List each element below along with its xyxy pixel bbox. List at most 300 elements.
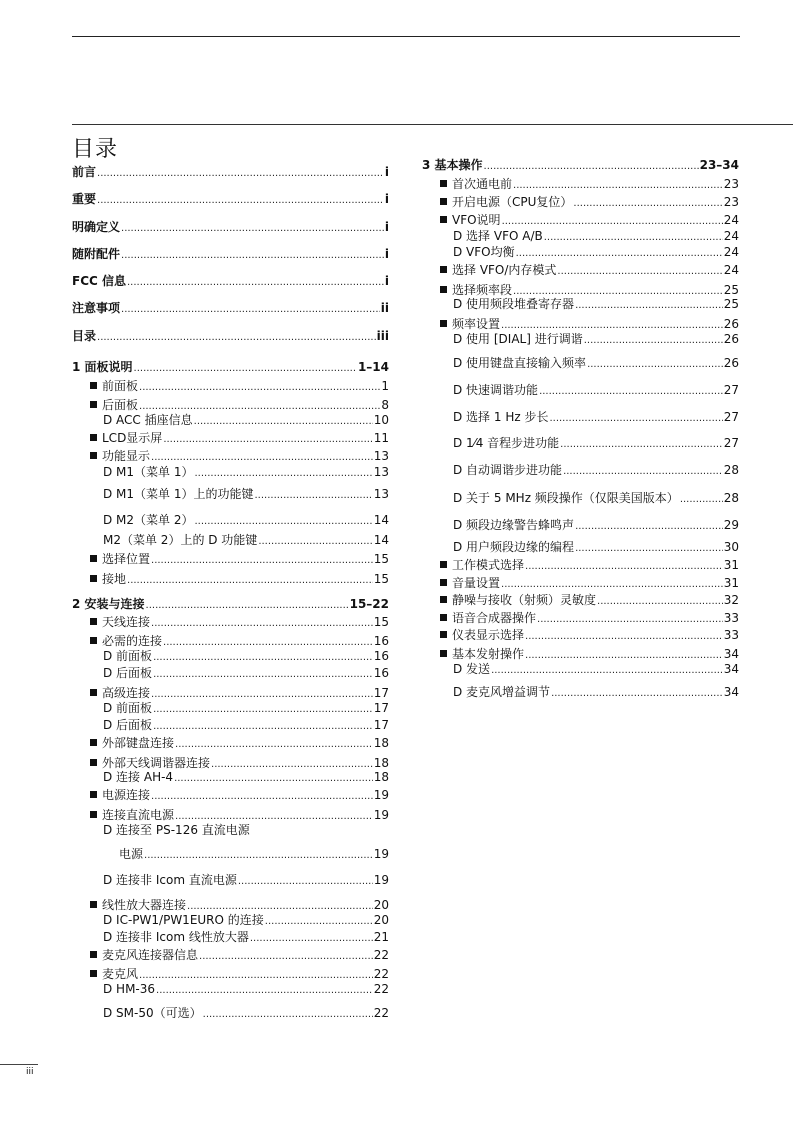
toc-entry-page: 17 bbox=[373, 718, 389, 732]
toc-entry-label: 必需的连接 bbox=[90, 635, 162, 647]
toc-entry-page: 34 bbox=[723, 662, 739, 676]
leader-dots bbox=[525, 651, 723, 661]
toc-entry-label: 后面板 bbox=[90, 399, 138, 411]
leader-dots bbox=[199, 952, 373, 962]
square-bullet-icon bbox=[440, 614, 447, 621]
toc-entry-label: D 选择 1 Hz 步长 bbox=[453, 410, 549, 424]
toc-entry-label: FCC 信息 bbox=[72, 274, 126, 288]
toc-entry[interactable] bbox=[453, 437, 739, 450]
toc-entry-label: 选择位置 bbox=[90, 553, 150, 565]
toc-entry-page: 18 bbox=[373, 736, 389, 750]
square-bullet-icon bbox=[90, 575, 97, 582]
toc-entry-label: 电源 bbox=[119, 847, 144, 861]
leader-dots bbox=[195, 469, 373, 479]
toc-entry[interactable] bbox=[90, 899, 389, 912]
toc-entry-label: D IC-PW1/PW1EURO 的连接 bbox=[103, 913, 264, 927]
toc-entry-page: 24 bbox=[723, 245, 739, 259]
toc-entry-label: D 连接非 Icom 直流电源 bbox=[103, 873, 237, 887]
leader-dots bbox=[516, 249, 723, 259]
toc-entry[interactable] bbox=[103, 824, 389, 836]
toc-entry-label: D HM-36 bbox=[103, 982, 156, 996]
leader-dots bbox=[573, 199, 722, 209]
toc-entry-label: 外部键盘连接 bbox=[90, 737, 174, 749]
square-bullet-icon bbox=[90, 434, 97, 441]
toc-entry[interactable] bbox=[90, 380, 389, 393]
square-bullet-icon bbox=[90, 811, 97, 818]
toc-entry[interactable] bbox=[103, 719, 389, 732]
toc-entry[interactable] bbox=[103, 1007, 389, 1020]
toc-entry-page: 33 bbox=[723, 611, 739, 625]
toc-entry[interactable] bbox=[103, 702, 389, 715]
toc-entry[interactable] bbox=[90, 757, 389, 770]
toc-entry-page: 32 bbox=[723, 593, 739, 607]
toc-entry-label: D 麦克风增益调节 bbox=[453, 685, 551, 699]
toc-entry-page: 22 bbox=[373, 1006, 389, 1020]
square-bullet-icon bbox=[90, 791, 97, 798]
toc-entry-page: 24 bbox=[723, 229, 739, 243]
toc-entry[interactable] bbox=[103, 667, 389, 680]
leader-dots bbox=[153, 670, 373, 680]
square-bullet-icon bbox=[440, 631, 447, 638]
toc-entry-label: D 关于 5 MHz 频段操作（仅限美国版本） bbox=[453, 491, 679, 505]
leader-dots bbox=[139, 383, 380, 393]
toc-entry-page: 22 bbox=[373, 967, 389, 981]
leader-dots bbox=[211, 760, 373, 770]
leader-dots bbox=[501, 580, 723, 590]
toc-entry-page: 11 bbox=[373, 431, 389, 445]
toc-entry-label: 音量设置 bbox=[440, 577, 500, 589]
toc-entry-label: 外部天线调谐器连接 bbox=[90, 757, 210, 769]
toc-entry[interactable] bbox=[440, 214, 739, 227]
toc-entry-page: 17 bbox=[373, 686, 389, 700]
toc-entry-label: D M2（菜单 2） bbox=[103, 513, 194, 527]
toc-entry-label: D 选择 VFO A/B bbox=[453, 229, 543, 243]
leader-dots bbox=[195, 517, 373, 527]
toc-entry[interactable] bbox=[453, 492, 739, 505]
toc-entry[interactable] bbox=[453, 357, 739, 370]
toc-entry[interactable] bbox=[103, 514, 389, 527]
toc-entry-page: 1 bbox=[381, 379, 389, 393]
toc-entry-page: 23–34 bbox=[699, 158, 739, 172]
toc-entry-page: 15 bbox=[373, 615, 389, 629]
leader-dots bbox=[255, 491, 373, 501]
toc-entry[interactable] bbox=[90, 450, 389, 463]
leader-dots bbox=[146, 601, 349, 611]
leader-dots bbox=[127, 576, 373, 586]
toc-entry-label: D 自动调谐步进功能 bbox=[453, 463, 563, 477]
leader-dots bbox=[97, 196, 384, 206]
toc-entry-label: 目录 bbox=[72, 329, 97, 343]
toc-entry[interactable] bbox=[440, 559, 739, 572]
toc-entry-page: 15 bbox=[373, 572, 389, 586]
toc-entry[interactable] bbox=[72, 330, 389, 343]
toc-entry-page: 24 bbox=[723, 263, 739, 277]
toc-entry-page: 29 bbox=[723, 518, 739, 532]
toc-entry[interactable] bbox=[453, 519, 739, 532]
leader-dots bbox=[544, 233, 723, 243]
toc-entry-page: 23 bbox=[723, 177, 739, 191]
toc-entry-label: 线性放大器连接 bbox=[90, 899, 186, 911]
toc-entry[interactable] bbox=[453, 384, 739, 397]
toc-entry-page: 30 bbox=[723, 540, 739, 554]
toc-entry-page: 31 bbox=[723, 558, 739, 572]
leader-dots bbox=[97, 169, 384, 179]
toc-entry[interactable] bbox=[103, 650, 389, 663]
leader-dots bbox=[156, 986, 373, 996]
toc-entry[interactable] bbox=[72, 361, 389, 374]
leader-dots bbox=[121, 305, 380, 315]
leader-dots bbox=[151, 453, 373, 463]
square-bullet-icon bbox=[90, 951, 97, 958]
toc-entry-label: 明确定义 bbox=[72, 220, 121, 234]
leader-dots bbox=[153, 705, 373, 715]
leader-dots bbox=[575, 301, 723, 311]
toc-entry-page: 14 bbox=[373, 533, 389, 547]
toc-entry-page: i bbox=[384, 247, 389, 261]
toc-entry[interactable] bbox=[72, 302, 389, 315]
leader-dots bbox=[551, 689, 723, 699]
leader-dots bbox=[250, 934, 373, 944]
toc-entry-label: 功能显示 bbox=[90, 450, 150, 462]
toc-entry[interactable] bbox=[422, 159, 739, 172]
toc-entry[interactable] bbox=[103, 771, 389, 784]
square-bullet-icon bbox=[90, 901, 97, 908]
leader-dots bbox=[175, 740, 373, 750]
toc-entry[interactable] bbox=[440, 178, 739, 191]
toc-entry-page: 34 bbox=[723, 647, 739, 661]
toc-entry-page: 22 bbox=[373, 982, 389, 996]
toc-entry-page: 8 bbox=[381, 398, 389, 412]
leader-dots bbox=[491, 666, 723, 676]
leader-dots bbox=[587, 360, 723, 370]
square-bullet-icon bbox=[440, 198, 447, 205]
toc-entry-page: 25 bbox=[723, 283, 739, 297]
toc-entry-label: 静噪与接收（射频）灵敏度 bbox=[440, 594, 596, 606]
toc-entry-page: 24 bbox=[723, 213, 739, 227]
toc-entry-label: D SM-50（可选） bbox=[103, 1006, 202, 1020]
square-bullet-icon bbox=[90, 970, 97, 977]
toc-entry-label: 接地 bbox=[90, 573, 126, 585]
page-number: iii bbox=[26, 1067, 34, 1077]
square-bullet-icon bbox=[90, 618, 97, 625]
toc-entry-label: D 使用键盘直接输入频率 bbox=[453, 356, 587, 370]
toc-entry-label: 高级连接 bbox=[90, 687, 150, 699]
leader-dots bbox=[127, 278, 384, 288]
leader-dots bbox=[121, 251, 384, 261]
square-bullet-icon bbox=[90, 739, 97, 746]
toc-entry[interactable] bbox=[440, 629, 739, 642]
leader-dots bbox=[153, 722, 373, 732]
page-title: 目录 bbox=[72, 137, 119, 162]
toc-entry-page: 17 bbox=[373, 701, 389, 715]
leader-dots bbox=[584, 336, 723, 346]
leader-dots bbox=[525, 562, 723, 572]
leader-dots bbox=[563, 467, 723, 477]
toc-entry[interactable] bbox=[72, 166, 389, 179]
toc-entry[interactable] bbox=[72, 275, 389, 288]
toc-entry[interactable] bbox=[453, 411, 739, 424]
leader-dots bbox=[174, 774, 373, 784]
toc-entry-page: 28 bbox=[723, 491, 739, 505]
toc-entry-label: D 使用 [DIAL] 进行调谐 bbox=[453, 332, 583, 346]
leader-dots bbox=[139, 971, 373, 981]
leader-dots bbox=[134, 364, 357, 374]
leader-dots bbox=[502, 217, 723, 227]
toc-entry[interactable] bbox=[453, 663, 739, 676]
toc-entry-page: i bbox=[384, 274, 389, 288]
toc-entry-label: D 前面板 bbox=[103, 649, 153, 663]
header-rule bbox=[72, 36, 740, 37]
toc-entry[interactable] bbox=[453, 686, 739, 699]
toc-entry-page: 18 bbox=[373, 770, 389, 784]
leader-dots bbox=[549, 414, 722, 424]
leader-dots bbox=[194, 417, 373, 427]
toc-entry-label: D 后面板 bbox=[103, 718, 153, 732]
toc-entry-label: D 1⁄4 音程步进功能 bbox=[453, 436, 560, 450]
toc-entry-label: 选择 VFO/内存模式 bbox=[440, 264, 556, 276]
toc-entry-label: 开启电源（CPU复位） bbox=[440, 196, 572, 208]
toc-entry-label: 1 面板说明 bbox=[72, 360, 133, 374]
toc-entry[interactable] bbox=[440, 196, 739, 209]
toc-entry-page: 16 bbox=[373, 649, 389, 663]
toc-entry[interactable] bbox=[440, 594, 739, 607]
toc-entry[interactable] bbox=[103, 466, 389, 479]
leader-dots bbox=[539, 387, 723, 397]
leader-dots bbox=[525, 632, 723, 642]
toc-entry-page: 19 bbox=[373, 808, 389, 822]
toc-entry-label: D 后面板 bbox=[103, 666, 153, 680]
toc-entry[interactable] bbox=[453, 298, 739, 311]
square-bullet-icon bbox=[90, 452, 97, 459]
toc-entry-page: 1–14 bbox=[357, 360, 389, 374]
toc-entry[interactable] bbox=[440, 318, 739, 331]
square-bullet-icon bbox=[440, 596, 447, 603]
toc-entry-page: 14 bbox=[373, 513, 389, 527]
toc-entry[interactable] bbox=[72, 598, 389, 611]
leader-dots bbox=[151, 690, 373, 700]
toc-entry-label: 2 安装与连接 bbox=[72, 597, 145, 611]
toc-entry[interactable] bbox=[72, 221, 389, 234]
leader-dots bbox=[139, 402, 380, 412]
toc-entry-label: D M1（菜单 1）上的功能键 bbox=[103, 487, 254, 501]
toc-entry-page: 26 bbox=[723, 317, 739, 331]
toc-entry[interactable] bbox=[119, 848, 389, 861]
toc-entry[interactable] bbox=[453, 246, 739, 259]
toc-entry-label: D 快速调谐功能 bbox=[453, 383, 539, 397]
toc-entry[interactable] bbox=[72, 193, 389, 206]
toc-entry-label: 选择频率段 bbox=[440, 284, 512, 296]
toc-entry-label: 随附配件 bbox=[72, 247, 121, 261]
toc-entry[interactable] bbox=[103, 983, 389, 996]
square-bullet-icon bbox=[440, 266, 447, 273]
leader-dots bbox=[513, 287, 723, 297]
leader-dots bbox=[575, 544, 723, 554]
toc-entry-label: 首次通电前 bbox=[440, 178, 512, 190]
toc-entry[interactable] bbox=[453, 464, 739, 477]
toc-entry[interactable] bbox=[103, 534, 389, 547]
toc-entry-label: VFO说明 bbox=[440, 214, 501, 226]
toc-entry-page: 10 bbox=[373, 413, 389, 427]
toc-entry-page: iii bbox=[376, 329, 389, 343]
leader-dots bbox=[680, 495, 723, 505]
toc-entry-label: 语音合成器操作 bbox=[440, 612, 536, 624]
toc-entry-page: 25 bbox=[723, 297, 739, 311]
leader-dots bbox=[513, 181, 723, 191]
toc-entry[interactable] bbox=[440, 648, 739, 661]
toc-entry-label: D 前面板 bbox=[103, 701, 153, 715]
toc-entry-label: D VFO均衡 bbox=[453, 245, 515, 259]
leader-dots bbox=[121, 224, 384, 234]
toc-entry[interactable] bbox=[90, 553, 389, 566]
toc-entry[interactable] bbox=[72, 248, 389, 261]
toc-entry-page: 34 bbox=[723, 685, 739, 699]
toc-entry[interactable] bbox=[90, 573, 389, 586]
square-bullet-icon bbox=[90, 759, 97, 766]
toc-entry-label: 天线连接 bbox=[90, 616, 150, 628]
toc-entry-page: 13 bbox=[373, 449, 389, 463]
toc-entry-page: i bbox=[384, 192, 389, 206]
leader-dots bbox=[265, 917, 373, 927]
toc-entry[interactable] bbox=[103, 414, 389, 427]
square-bullet-icon bbox=[90, 689, 97, 696]
toc-entry-page: 22 bbox=[373, 948, 389, 962]
toc-entry[interactable] bbox=[90, 432, 389, 445]
toc-entry-page: 13 bbox=[373, 487, 389, 501]
toc-entry-label: D 发送 bbox=[453, 662, 491, 676]
toc-entry-page: 27 bbox=[723, 410, 739, 424]
leader-dots bbox=[151, 792, 373, 802]
toc-entry[interactable] bbox=[90, 949, 389, 962]
square-bullet-icon bbox=[90, 555, 97, 562]
toc-entry-label: D M1（菜单 1） bbox=[103, 465, 194, 479]
toc-entry-label: 麦克风 bbox=[90, 968, 138, 980]
square-bullet-icon bbox=[90, 637, 97, 644]
leader-dots bbox=[163, 435, 372, 445]
leader-dots bbox=[151, 619, 373, 629]
toc-entry-label: 前面板 bbox=[90, 380, 138, 392]
leader-dots bbox=[560, 440, 723, 450]
toc-entry-page: 21 bbox=[373, 930, 389, 944]
leader-dots bbox=[597, 597, 723, 607]
toc-entry[interactable] bbox=[90, 737, 389, 750]
toc-entry-page: ii bbox=[380, 301, 389, 315]
toc-entry[interactable] bbox=[103, 914, 389, 927]
toc-entry-label: D 连接 AH-4 bbox=[103, 770, 174, 784]
toc-entry-page: 26 bbox=[723, 356, 739, 370]
toc-entry[interactable] bbox=[103, 488, 389, 501]
toc-entry[interactable] bbox=[90, 399, 389, 412]
toc-entry[interactable] bbox=[103, 931, 389, 944]
toc-entry-label: D 使用频段堆叠寄存器 bbox=[453, 297, 575, 311]
leader-dots bbox=[501, 321, 723, 331]
leader-dots bbox=[175, 812, 373, 822]
leader-dots bbox=[187, 902, 373, 912]
toc-entry-label: 电源连接 bbox=[90, 789, 150, 801]
toc-entry-label: LCD显示屏 bbox=[90, 432, 162, 444]
toc-entry-label: 注意事项 bbox=[72, 301, 121, 315]
toc-entry[interactable] bbox=[453, 541, 739, 554]
square-bullet-icon bbox=[90, 401, 97, 408]
toc-entry-page: 13 bbox=[373, 465, 389, 479]
toc-entry-page: 19 bbox=[373, 788, 389, 802]
toc-entry[interactable] bbox=[90, 789, 389, 802]
toc-entry-page: 15 bbox=[373, 552, 389, 566]
toc-entry[interactable] bbox=[90, 635, 389, 648]
toc-entry-page: 27 bbox=[723, 383, 739, 397]
square-bullet-icon bbox=[440, 650, 447, 657]
toc-entry[interactable] bbox=[453, 230, 739, 243]
toc-entry-label: D 用户频段边缘的编程 bbox=[453, 540, 575, 554]
toc-entry[interactable] bbox=[90, 968, 389, 981]
square-bullet-icon bbox=[440, 286, 447, 293]
leader-dots bbox=[144, 851, 373, 861]
toc-entry-page: 33 bbox=[723, 628, 739, 642]
toc-entry[interactable] bbox=[90, 687, 389, 700]
toc-entry-page: 19 bbox=[373, 847, 389, 861]
leader-dots bbox=[163, 638, 373, 648]
toc-entry-label: 前言 bbox=[72, 165, 97, 179]
toc-entry[interactable] bbox=[440, 284, 739, 297]
toc-entry-page: 28 bbox=[723, 463, 739, 477]
leader-dots bbox=[97, 333, 376, 343]
square-bullet-icon bbox=[440, 579, 447, 586]
toc-entry[interactable] bbox=[90, 616, 389, 629]
toc-entry-label: D 频段边缘警告蜂鸣声 bbox=[453, 518, 575, 532]
toc-entry-label: 连接直流电源 bbox=[90, 809, 174, 821]
toc-entry[interactable] bbox=[453, 333, 739, 346]
toc-entry-label: M2（菜单 2）上的 D 功能键 bbox=[103, 533, 258, 547]
leader-dots bbox=[258, 537, 372, 547]
toc-entry-page: 20 bbox=[373, 913, 389, 927]
toc-entry-label: 基本发射操作 bbox=[440, 648, 524, 660]
toc-entry-label: D 连接非 Icom 线性放大器 bbox=[103, 930, 249, 944]
toc-entry-page: 20 bbox=[373, 898, 389, 912]
toc-entry-page: i bbox=[384, 165, 389, 179]
toc-entry-page: 19 bbox=[373, 873, 389, 887]
toc-entry-page: 18 bbox=[373, 756, 389, 770]
footer-rule bbox=[0, 1064, 38, 1065]
toc-entry-label: D 连接至 PS-126 直流电源 bbox=[103, 823, 250, 837]
toc-entry-page: i bbox=[384, 220, 389, 234]
square-bullet-icon bbox=[440, 561, 447, 568]
toc-entry-page: 16 bbox=[373, 666, 389, 680]
square-bullet-icon bbox=[440, 180, 447, 187]
square-bullet-icon bbox=[90, 382, 97, 389]
toc-entry-label: 频率设置 bbox=[440, 318, 500, 330]
toc-entry[interactable] bbox=[90, 809, 389, 822]
toc-entry-label: 麦克风连接器信息 bbox=[90, 949, 198, 961]
toc-entry[interactable] bbox=[440, 577, 739, 590]
toc-entry-page: 26 bbox=[723, 332, 739, 346]
toc-entry-page: 27 bbox=[723, 436, 739, 450]
toc-entry-label: 3 基本操作 bbox=[422, 158, 483, 172]
toc-entry-label: 重要 bbox=[72, 192, 97, 206]
leader-dots bbox=[537, 615, 723, 625]
toc-entry-label: 工作模式选择 bbox=[440, 559, 524, 571]
toc-entry-page: 16 bbox=[373, 634, 389, 648]
leader-dots bbox=[153, 653, 373, 663]
toc-entry[interactable] bbox=[440, 612, 739, 625]
square-bullet-icon bbox=[440, 320, 447, 327]
leader-dots bbox=[203, 1010, 373, 1020]
toc-entry[interactable] bbox=[440, 264, 739, 277]
square-bullet-icon bbox=[440, 216, 447, 223]
leader-dots bbox=[238, 877, 373, 887]
leader-dots bbox=[484, 162, 699, 172]
toc-entry-page: 15–22 bbox=[349, 597, 389, 611]
leader-dots bbox=[557, 267, 722, 277]
toc-entry[interactable] bbox=[103, 874, 389, 887]
